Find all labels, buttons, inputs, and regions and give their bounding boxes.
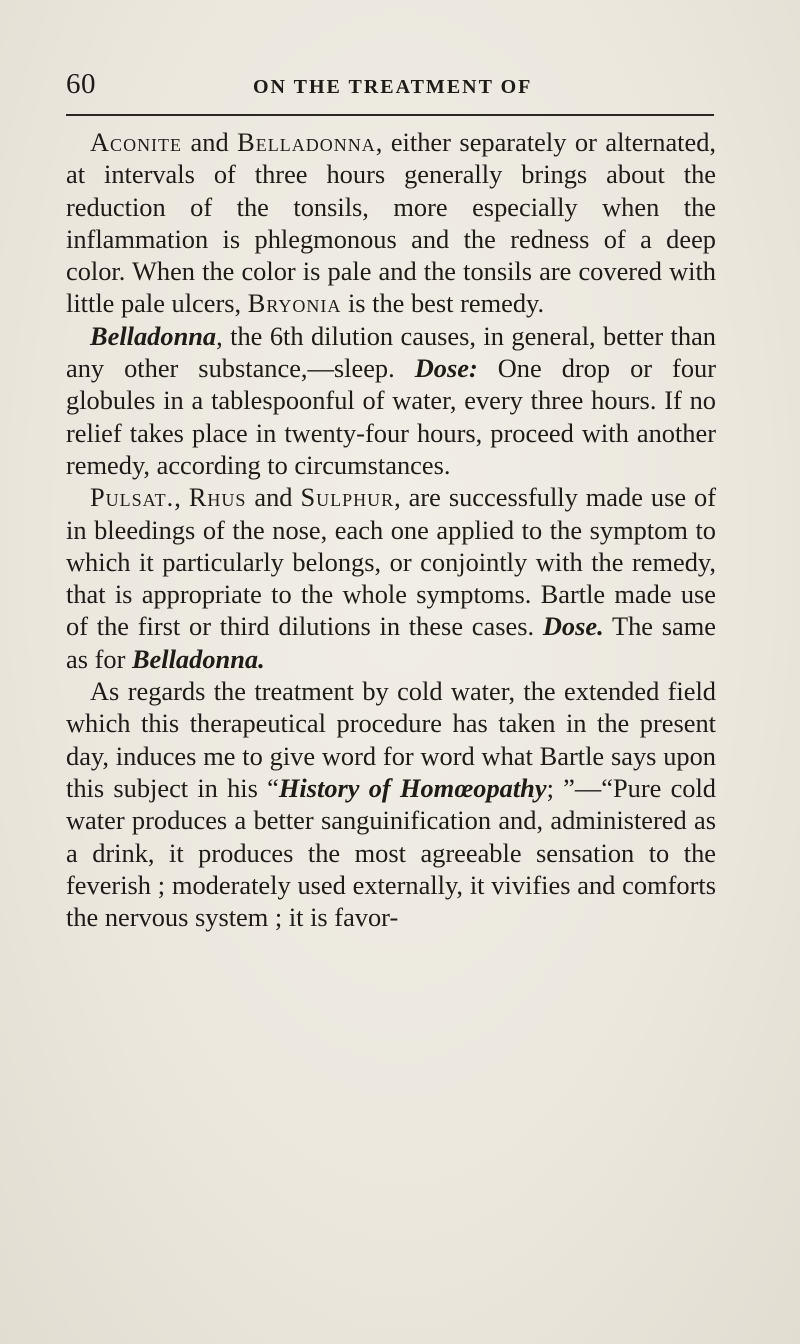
emphasis-term: Dose. (542, 611, 604, 642)
text-run: As regards the treatment by cold water, the extended field which this therapeutical procedure has taken in the present day, induces me to give word for word what Bartle says upon this subject in his “ (66, 676, 716, 803)
header-rule (66, 114, 714, 116)
paragraph-belladonna (66, 320, 716, 481)
text-run: and (246, 482, 301, 513)
text-run: The same as for (66, 611, 716, 674)
paragraph-aconite (66, 126, 716, 320)
remedy-name: Pulsat. (90, 482, 175, 513)
text-run: and (182, 127, 238, 157)
book-title: History of Homœopathy (278, 772, 547, 803)
emphasis-term: Belladonna. (131, 643, 265, 674)
text-run: is the best remedy. (341, 288, 545, 319)
text-run: , the 6th dilution causes, in general, better than any other substance,—sleep. (66, 320, 716, 384)
emphasis-term: Belladonna (90, 320, 217, 351)
page-header (0, 68, 800, 108)
paragraph-pulsatilla (66, 481, 716, 675)
remedy-name: Aconite (90, 127, 183, 157)
text-run: , are successfully made use of in bleedings of the nose, each one applied to the symptom to which it particularly belongs, or conjointly with the remedy, that is appropriate to the whole symptoms. Bartle made use of the first or third dilutions in these cases. (66, 482, 716, 642)
paragraph-cold-water (66, 675, 716, 933)
text-run: ; ”—“Pure cold water produces a better sanguinification and, administered as a drink, it produces the most agreeable sensation to the feverish ; moderately used externally, it vivifies and comforts the nervous system ; it is favor- (66, 772, 717, 933)
emphasis-term: Dose: (414, 353, 478, 384)
text-run: One drop or four globules in a tablespoonful of water, every three hours. If no relief takes place in twenty-four hours, proceed with another remedy, according to circumstances. (66, 353, 717, 480)
running-head: ON THE TREATMENT OF (253, 76, 533, 98)
text-run: , (174, 482, 189, 513)
text-run: , either separately or alternated, at intervals of three hours generally brings about the reduction of the tonsils, more especially when the inflammation is phlegmonous and the redness of a deep color. When the color is pale and the tonsils are covered with little pale ulcers, (66, 127, 716, 319)
remedy-name: Sulphur (300, 482, 395, 513)
remedy-name: Bryonia (247, 288, 342, 319)
body-text (66, 126, 716, 933)
page-number: 60 (66, 68, 96, 100)
remedy-name: Belladonna (237, 127, 376, 157)
remedy-name: Rhus (188, 482, 247, 513)
